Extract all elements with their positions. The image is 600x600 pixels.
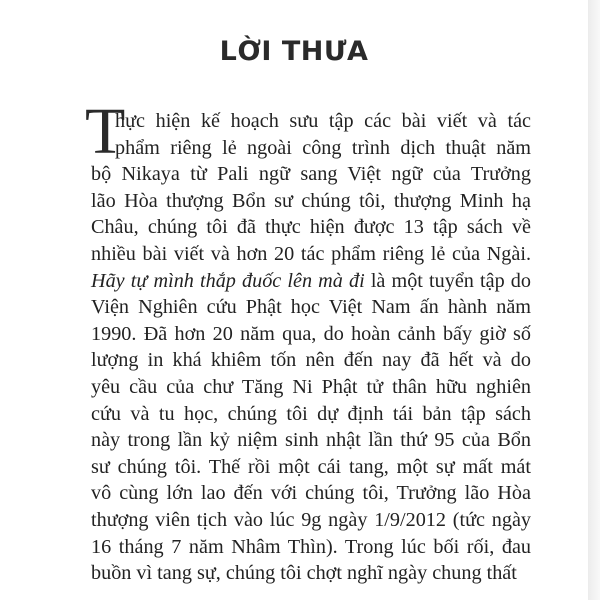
text-line: lượng in khá khiêm tốn nên đến nay đã hết và do xyxy=(91,349,531,372)
text-line: vô cùng lớn lao đến với chúng tôi, Trưởng lão Hòa xyxy=(91,482,531,505)
drop-cap-letter: T xyxy=(85,95,126,168)
text-line: buồn vì tang sự, chúng tôi chợt nghĩ ngày chung thất xyxy=(91,562,517,585)
page-edge-shadow xyxy=(588,0,600,600)
text-line: hực hiện kế hoạch sưu tập các bài viết và tác xyxy=(115,110,531,132)
text-line: bộ Nikaya từ Pali ngữ sang Việt ngữ của Trưởng xyxy=(91,163,531,186)
text-line: này trong lần kỷ niệm sinh nhật lần thứ 95 của Bổn xyxy=(91,429,531,452)
page-heading: LỜI THƯA xyxy=(219,36,369,67)
text-line: nhiều bài viết và hơn 20 tác phẩm riêng lẻ của Ngài. xyxy=(91,242,531,265)
text-line: Châu, chúng tôi đã thực hiện được 13 tập sách về xyxy=(91,216,531,239)
text-line: phẩm riêng lẻ ngoài công trình dịch thuật năm xyxy=(115,136,531,159)
book-title: Hãy tự mình thắp đuốc lên mà đi xyxy=(91,269,365,292)
body-paragraph xyxy=(91,108,531,587)
text-line: lão Hòa thượng Bổn sư chúng tôi, thượng Minh hạ xyxy=(91,189,531,212)
text-line: 16 tháng 7 năm Nhâm Thìn). Trong lúc bối rối, đau xyxy=(91,535,531,558)
text-line: cứu và tu học, chúng tôi dự định tái bản tập sách xyxy=(91,402,531,425)
text-line: 1990. Đã hơn 20 năm qua, do hoàn cảnh bấy giờ số xyxy=(91,322,531,345)
text-line-with-book-title xyxy=(91,268,531,295)
text-line: Viện Nghiên cứu Phật học Việt Nam ấn hành năm xyxy=(91,296,531,319)
text-line-rest: là một tuyển tập do xyxy=(364,269,531,292)
text-line: sư chúng tôi. Thế rồi một cái tang, một sự mất mát xyxy=(91,455,531,478)
text-line: thượng viên tịch vào lúc 9g ngày 1/9/2012 (tức ngày xyxy=(91,508,531,531)
text-line: yêu cầu của chư Tăng Ni Phật tử thân hữu nghiên xyxy=(91,375,531,398)
